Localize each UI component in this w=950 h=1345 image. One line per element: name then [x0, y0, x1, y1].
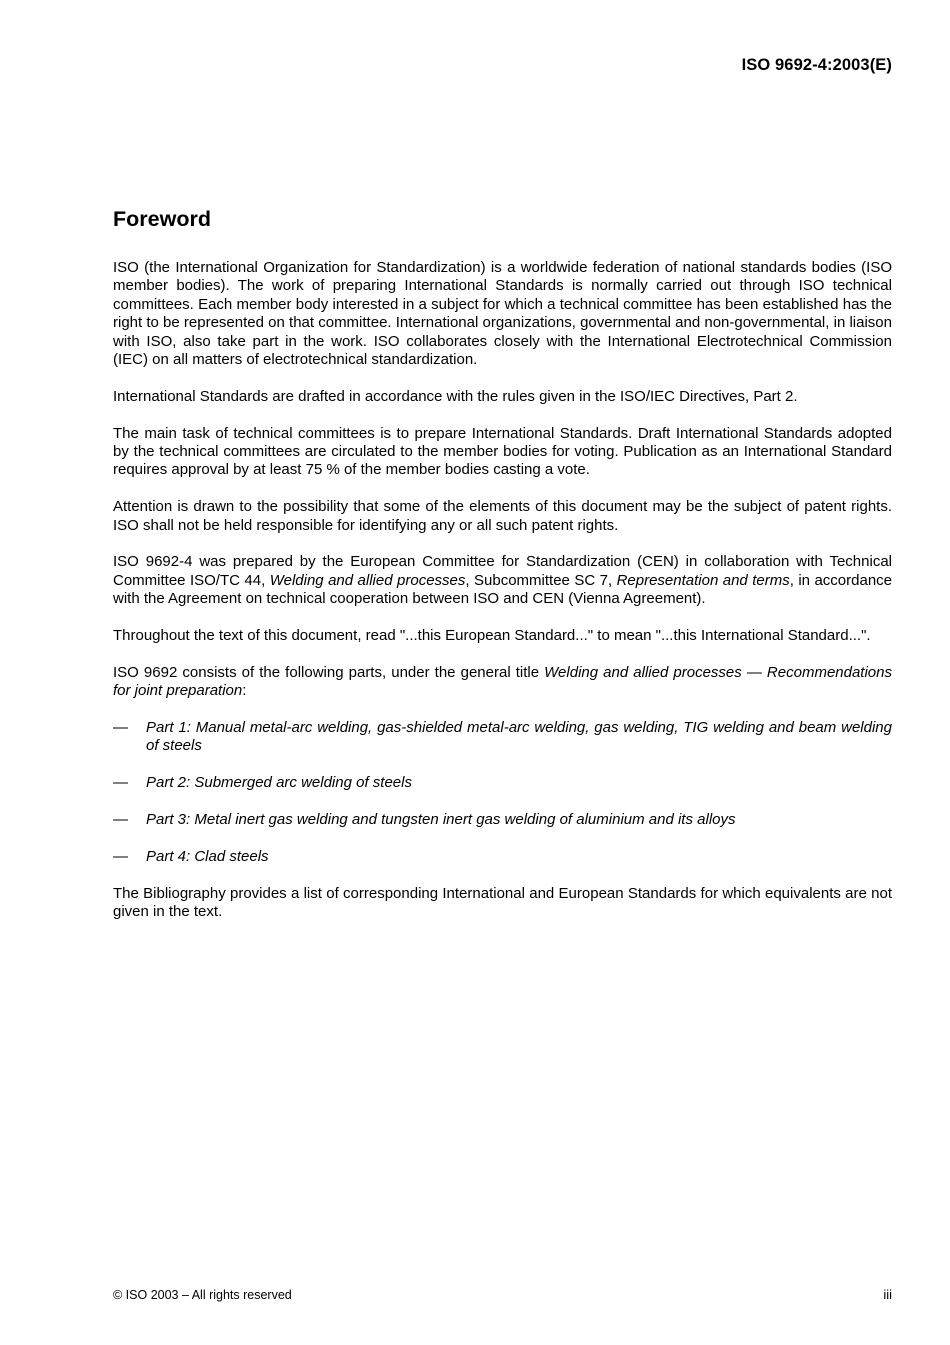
- list-item: [113, 719, 892, 756]
- subcommittee-title: Representation and terms: [616, 571, 790, 589]
- page-title: Foreword: [113, 207, 211, 231]
- paragraph-committees-task: The main task of technical committees is to prepare International Standards. Draft International Standards adopted by the technical committees are circulated to the member bodies for voting. Publication as an International Standard requires approval by at least 75 % of the member bodies casting a vote.: [113, 424, 892, 479]
- list-item: [113, 774, 892, 792]
- paragraph-directives: International Standards are drafted in accordance with the rules given in the ISO/IEC Directives, Part 2.: [113, 387, 798, 405]
- list-item-text: Part 3: Metal inert gas welding and tungsten inert gas welding of aluminium and its alloys: [146, 811, 736, 829]
- paragraph-prepared-by: [113, 553, 892, 608]
- consists-of-text-a: ISO 9692 consists of the following parts, under the general title: [113, 663, 545, 681]
- committee-title: Welding and allied processes: [269, 571, 466, 589]
- page-number: iii: [883, 1287, 892, 1302]
- consists-of-text-c: :: [242, 682, 247, 700]
- list-item: [113, 848, 892, 866]
- list-item: [113, 811, 892, 829]
- foreword-body: [113, 259, 892, 940]
- prepared-by-text-c: , Subcommittee SC 7,: [465, 571, 617, 589]
- list-item-text: Part 1: Manual metal-arc welding, gas-shielded metal-arc welding, gas welding, TIG welding and beam welding of steels: [146, 719, 892, 755]
- list-dash: —: [113, 774, 128, 792]
- paragraph-bibliography: The Bibliography provides a list of corresponding International and European Standards for which equivalents are not given in the text.: [113, 884, 892, 921]
- document-id: ISO 9692-4:2003(E): [741, 56, 892, 74]
- prepared-by-text-a: ISO 9692-4 was prepared by the European Committee for Standardization (CEN) in collaboration with Technical Committee ISO/TC 44,: [113, 553, 892, 589]
- paragraph-iso-intro: ISO (the International Organization for Standardization) is a worldwide federation of national standards bodies (ISO member bodies). The work of preparing International Standards is normally carried out through ISO technical committees. Each member body interested in a subject for which a technical committee has been established has the right to be represented on that committee. International organizations, governmental and non-governmental, in liaison with ISO, also take part in the work. ISO collaborates closely with the International Electrotechnical Commission (IEC) on all matters of electrotechnical standardization.: [113, 259, 892, 369]
- paragraph-patent-rights: Attention is drawn to the possibility that some of the elements of this document may be the subject of patent rights. ISO shall not be held responsible for identifying any or all such patent rights.: [113, 498, 892, 534]
- general-title: Welding and allied processes — Recommendations for joint preparation: [113, 663, 892, 700]
- prepared-by-text-e: , in accordance with the Agreement on technical cooperation between ISO and CEN (Vienna Agreement).: [113, 571, 892, 608]
- list-dash: —: [113, 847, 128, 865]
- list-dash: —: [113, 811, 128, 829]
- paragraph-consists-of: [113, 664, 892, 701]
- parts-list: [113, 719, 892, 866]
- list-dash: —: [113, 719, 128, 737]
- list-item-text: Part 2: Submerged arc welding of steels: [146, 774, 412, 792]
- copyright-notice: © ISO 2003 – All rights reserved: [113, 1288, 292, 1302]
- list-item-text: Part 4: Clad steels: [146, 847, 269, 865]
- paragraph-throughout: Throughout the text of this document, read "...this European Standard..." to mean "...this International Standard...".: [113, 627, 871, 645]
